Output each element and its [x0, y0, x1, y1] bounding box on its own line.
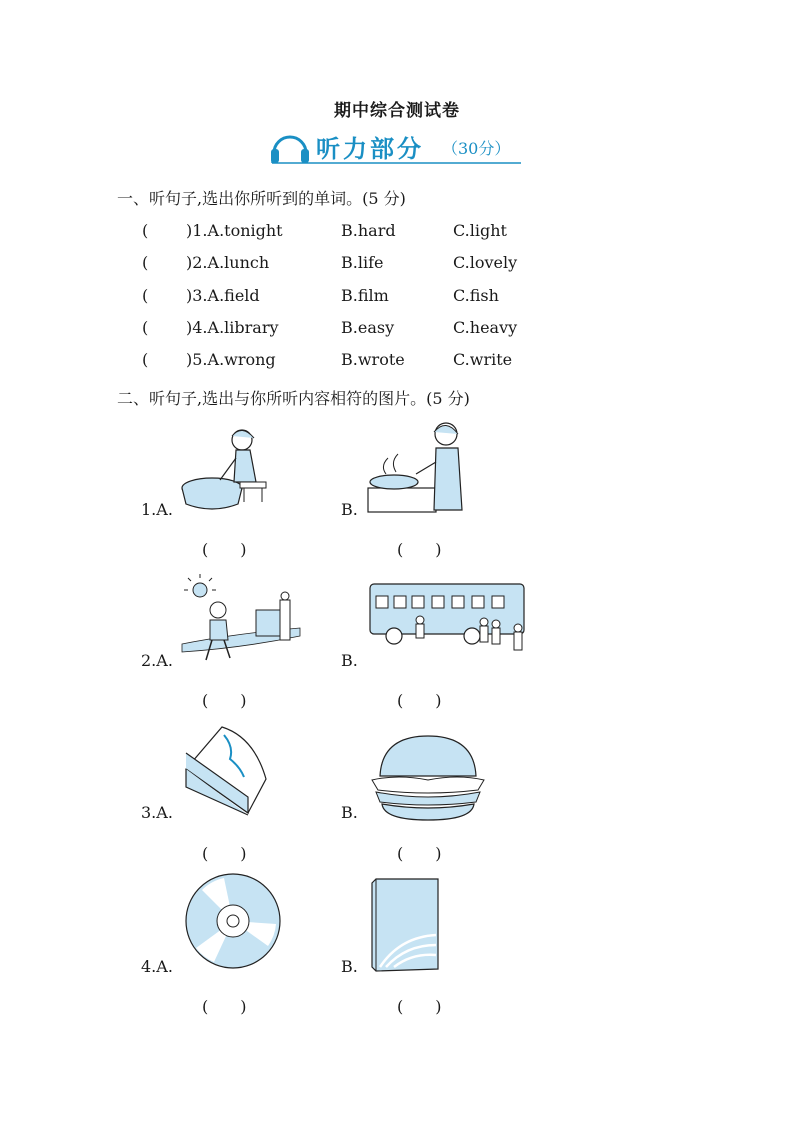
item-2-a: )2.A.lunch [186, 253, 270, 272]
item-3-c: C.fish [453, 286, 499, 305]
bus-illustration [368, 580, 526, 668]
paren-5[interactable]: ( [142, 350, 149, 369]
q3-b-label: B. [341, 803, 358, 822]
item-3-a: )3.A.field [186, 286, 260, 305]
paren-1[interactable]: ( [142, 221, 149, 240]
cake-slice-illustration [184, 725, 270, 817]
cooking-illustration [366, 418, 466, 514]
book-illustration [370, 877, 440, 973]
banner-underline [266, 127, 526, 167]
item-5-c: C.write [453, 350, 513, 369]
q2-a-label: 2.A. [141, 651, 173, 670]
q3-a-label: 3.A. [141, 803, 173, 822]
q4-a-answer[interactable]: ( ) [202, 997, 247, 1016]
item-4-c: C.heavy [453, 318, 518, 337]
item-1-c: C.light [453, 221, 507, 240]
q4-b-answer[interactable]: ( ) [397, 997, 442, 1016]
cd-disc-illustration [184, 872, 282, 970]
q2-b-answer[interactable]: ( ) [397, 691, 442, 710]
boy-walking-illustration [182, 578, 300, 668]
item-2-b: B.life [341, 253, 384, 272]
page-title: 期中综合测试卷 [334, 101, 460, 121]
washing-clothes-illustration [180, 420, 270, 515]
item-5-b: B.wrote [341, 350, 405, 369]
listening-banner [266, 127, 526, 167]
paren-4[interactable]: ( [142, 318, 149, 337]
item-1-a: )1.A.tonight [186, 221, 283, 240]
item-4-a: )4.A.library [186, 318, 279, 337]
item-3-b: B.film [341, 286, 389, 305]
q2-b-label: B. [341, 651, 358, 670]
q1-b-answer[interactable]: ( ) [397, 540, 442, 559]
item-1-b: B.hard [341, 221, 396, 240]
q1-b-label: B. [341, 500, 358, 519]
q1-a-answer[interactable]: ( ) [202, 540, 247, 559]
q2-a-answer[interactable]: ( ) [202, 691, 247, 710]
item-4-b: B.easy [341, 318, 395, 337]
q3-b-answer[interactable]: ( ) [397, 844, 442, 863]
paren-2[interactable]: ( [142, 253, 149, 272]
q4-b-label: B. [341, 957, 358, 976]
paren-3[interactable]: ( [142, 286, 149, 305]
section1-heading: 一、听句子,选出你所听到的单词。(5 分) [117, 189, 406, 208]
section2-heading: 二、听句子,选出与你所听内容相符的图片。(5 分) [117, 389, 470, 408]
item-5-a: )5.A.wrong [186, 350, 276, 369]
q3-a-answer[interactable]: ( ) [202, 844, 247, 863]
q4-a-label: 4.A. [141, 957, 173, 976]
hamburger-illustration [368, 734, 488, 822]
q1-a-label: 1.A. [141, 500, 173, 519]
banner-title: 听力部分 [316, 135, 424, 163]
item-2-c: C.lovely [453, 253, 518, 272]
banner-score: （30分） [442, 139, 511, 158]
